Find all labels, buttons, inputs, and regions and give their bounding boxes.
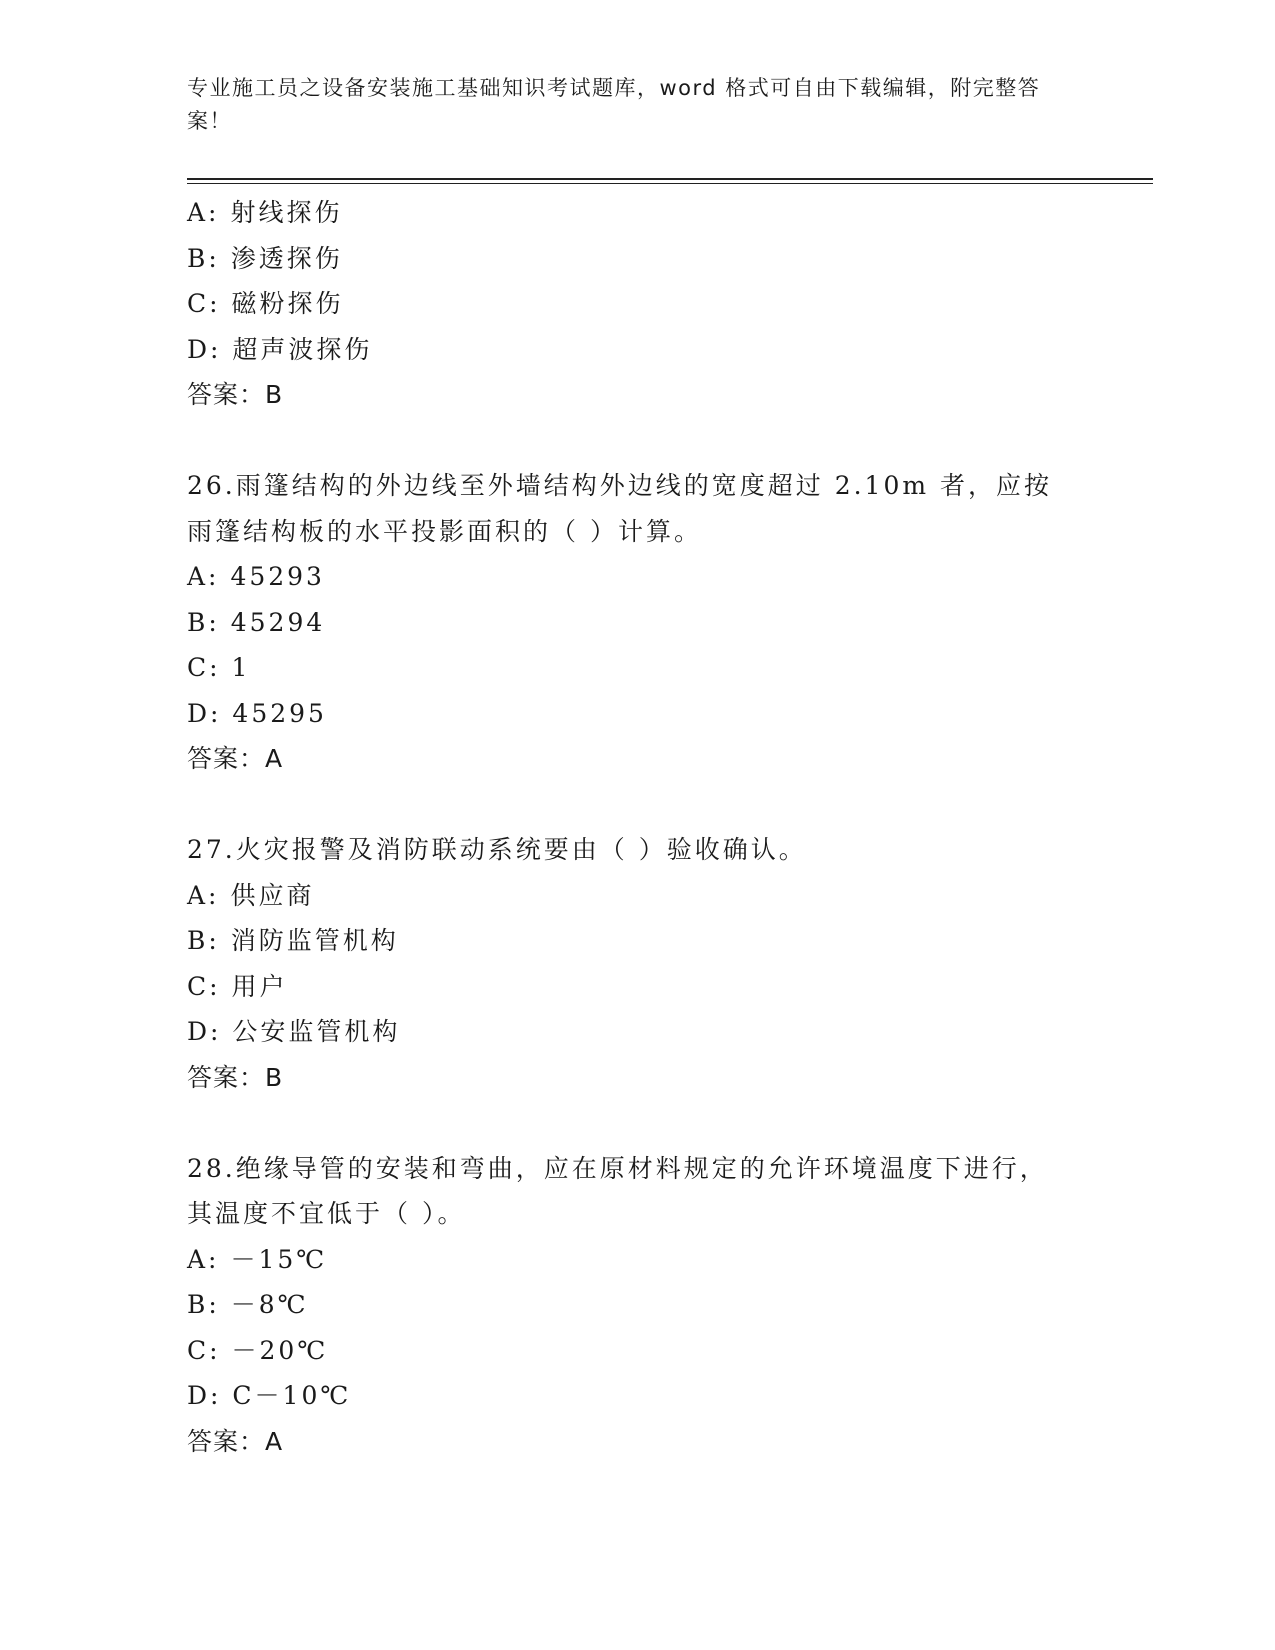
question-block-28	[187, 1146, 1087, 1465]
question-list	[187, 190, 1087, 1464]
question-text: 28.绝缘导管的安装和弯曲，应在原材料规定的允许环境温度下进行，其温度不宜低于（ ）。	[187, 1153, 1048, 1228]
option-c: C: 1	[187, 653, 251, 682]
question-text: 26.雨篷结构的外边线至外墙结构外边线的宽度超过 2.10m 者，应按雨篷结构板的水平投影面积的（ ）计算。	[187, 471, 1053, 546]
option-b: B: 渗透探伤	[187, 243, 343, 273]
option-a: A: 供应商	[187, 880, 315, 910]
question-block-26	[187, 463, 1087, 782]
header-rule-thin	[187, 183, 1153, 184]
answer: 答案：B	[187, 380, 284, 409]
document-header: 专业施工员之设备安装施工基础知识考试题库，word 格式可自由下载编辑，附完整答案！	[187, 76, 1041, 133]
option-b: B: －8℃	[187, 1290, 309, 1319]
option-b: B: 45294	[187, 607, 326, 637]
question-text: 27.火灾报警及消防联动系统要由（ ）验收确认。	[187, 835, 807, 864]
option-a: A: －15℃	[187, 1244, 328, 1274]
question-block-27	[187, 827, 1087, 1100]
question-block-25	[187, 190, 1087, 418]
option-c: C: 用户	[187, 971, 288, 1001]
answer: 答案：A	[187, 1426, 284, 1456]
option-a: A: 45293	[187, 562, 325, 591]
answer: 答案：A	[187, 744, 284, 773]
answer: 答案：B	[187, 1062, 284, 1092]
header-rule-thick	[187, 178, 1153, 180]
option-c: C: －20℃	[187, 1335, 329, 1365]
option-d: D: 超声波探伤	[187, 334, 373, 364]
option-d: D: 45295	[187, 698, 327, 728]
option-d: D: C－10℃	[187, 1381, 352, 1410]
option-b: B: 消防监管机构	[187, 926, 399, 955]
option-d: D: 公安监管机构	[187, 1017, 401, 1046]
option-c: C: 磁粉探伤	[187, 289, 344, 318]
option-a: A: 射线探伤	[187, 198, 343, 227]
